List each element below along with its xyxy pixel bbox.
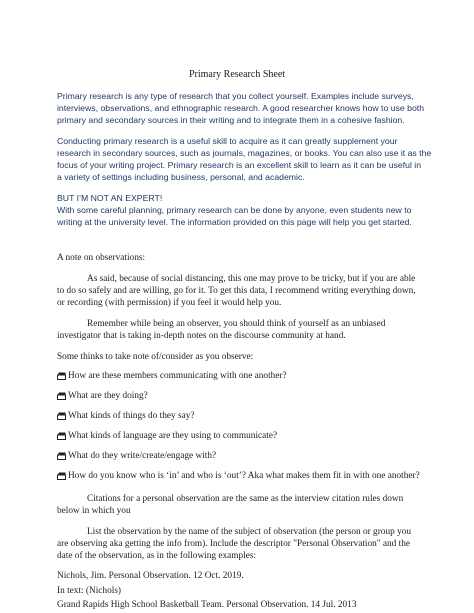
bullet-text: What are they doing? [68, 391, 148, 401]
list-item [57, 370, 287, 383]
intro-line-2: interviews, observations, and ethnographic research. A good researcher knows how to use both [57, 103, 425, 113]
example-citation-2: Grand Rapids High School Basketball Team. Personal Observation. 14 Jul. 2013 [57, 600, 357, 610]
conducting-line-4: a variety of settings including business, personal, and academic. [57, 172, 305, 182]
list-item [57, 450, 216, 463]
social-line-1: As said, because of social distancing, this one may prove to be tricky, but if you are able [87, 274, 416, 284]
intro-line-1: Primary research is any type of research that you collect yourself. Examples include surveys, [57, 91, 414, 101]
intro-line-3: primary and secondary sources in their writing and to integrate them in a cohesive fashion. [57, 115, 405, 125]
clapperboard-icon [57, 432, 66, 440]
bullet-text: What do they write/create/engage with? [68, 451, 217, 461]
note-heading: A note on observations: [57, 253, 146, 263]
list-item [57, 470, 420, 483]
expert-line-2: writing at the university level. The information provided on this page will help you get started. [57, 217, 412, 227]
bullet-text: What kinds of things do they say? [68, 411, 195, 421]
list-obs-line-2: are observing aka getting the info from). Include the descriptor "Personal Observation" and the [57, 539, 411, 549]
social-line-2: to do so safely and are willing, go for it. To get this data, I recommend writing everything down, [57, 286, 416, 296]
citations-line-2: below in which you [57, 506, 131, 516]
observer-line-1: Remember while being an observer, you should think of yourself as an unbiased [87, 319, 386, 329]
list-obs-line-1: List the observation by the name of the subject of observation (the person or group you [87, 527, 412, 537]
citations-line-1: Citations for a personal observation are the same as the interview citation rules down [87, 494, 404, 504]
bullet-text: How are these members communicating with one another? [68, 371, 287, 381]
social-line-3: or recording (with permission) if you feel it would help you. [57, 298, 282, 308]
clapperboard-icon [57, 452, 66, 460]
conducting-line-1: Conducting primary research is a useful skill to acquire as it can greatly supplement your [57, 136, 398, 146]
bullet-text: How do you know who is ‘in’ and who is ‘out’? Aka what makes them fit in with one another? [68, 471, 420, 481]
observer-line-2: investigator that is taking in-depth notes on the discourse community at hand. [57, 331, 346, 341]
expert-line-1: With some careful planning, primary research can be done by anyone, even students new to [57, 205, 412, 215]
in-text-citation: In text: (Nichols) [57, 586, 122, 596]
list-obs-line-3: date of the observation, as in the following examples: [57, 551, 257, 561]
bullet-text: What kinds of language are they using to communicate? [68, 431, 278, 441]
clapperboard-icon [57, 392, 66, 400]
thinks-heading: Some thinks to take note of/consider as you observe: [57, 352, 254, 362]
conducting-line-2: research in secondary sources, such as journals, magazines, or books. You can also use it as the [57, 148, 432, 158]
clapperboard-icon [57, 372, 66, 380]
list-item [57, 430, 277, 443]
example-citation-1: Nichols, Jim. Personal Observation. 12 Oct. 2019. [57, 571, 244, 581]
list-item [57, 410, 195, 423]
conducting-line-3: focus of your writing project. Primary research is an excellent skill to learn as it can be useful in [57, 160, 422, 170]
page-title: Primary Research Sheet [188, 69, 286, 80]
clapperboard-icon [57, 472, 66, 480]
expert-heading: BUT I’M NOT AN EXPERT! [57, 193, 163, 203]
list-item [57, 390, 148, 403]
clapperboard-icon [57, 412, 66, 420]
